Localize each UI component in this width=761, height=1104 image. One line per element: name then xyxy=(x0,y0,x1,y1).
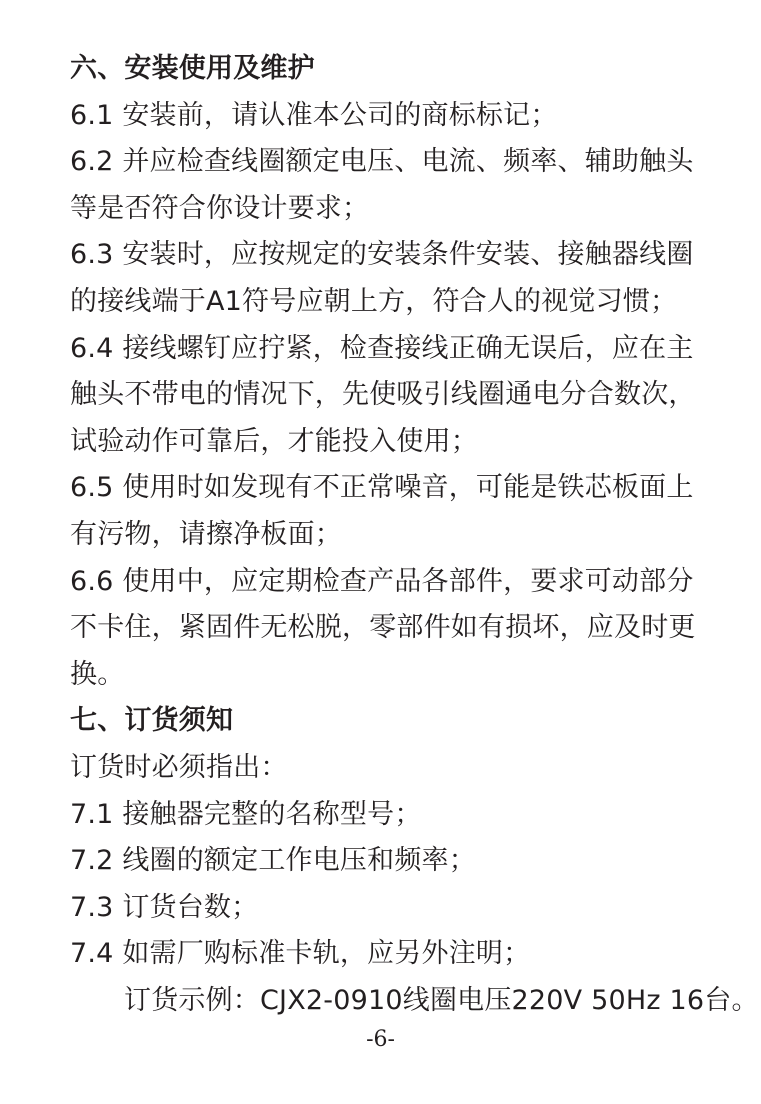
text-line: 不卡住，紧固件无松脱，零部件如有损坏，应及时更 xyxy=(70,612,696,644)
text-line: 6.1 安装前，请认准本公司的商标标记； xyxy=(70,99,558,131)
text-line: 6.6 使用中，应定期检查产品各部件，要求可动部分 xyxy=(70,565,694,597)
order-example: 订货示例：CJX2-0910线圈电压220V 50Hz 16台。 xyxy=(124,984,759,1016)
text-line: 7.4 如需厂购标准卡轨，应另外注明； xyxy=(70,938,531,970)
text-line: 7.3 订货台数； xyxy=(70,891,259,923)
text-line: 有污物，请擦净板面； xyxy=(70,518,342,550)
text-line: 6.2 并应检查线圈额定电压、电流、频率、辅助触头 xyxy=(70,146,694,178)
text-line: 6.3 安装时，应按规定的安装条件安装、接触器线圈 xyxy=(70,239,694,271)
section-heading-ordering: 七、订货须知 xyxy=(70,705,234,737)
text-line: 7.1 接触器完整的名称型号； xyxy=(70,798,422,830)
document-page xyxy=(70,46,759,1024)
text-line: 订货时必须指出： xyxy=(70,751,288,783)
text-line: 试验动作可靠后，才能投入使用； xyxy=(70,425,478,457)
text-line: 换。 xyxy=(70,658,125,690)
text-line: 6.4 接线螺钉应拧紧，检查接线正确无误后，应在主 xyxy=(70,332,694,364)
text-line: 6.5 使用时如发现有不正常噪音，可能是铁芯板面上 xyxy=(70,472,694,504)
text-line: 的接线端于A1符号应朝上方，符合人的视觉习惯； xyxy=(70,285,678,317)
text-line: 等是否符合你设计要求； xyxy=(70,192,370,224)
section-heading-installation: 六、安装使用及维护 xyxy=(70,53,315,84)
page-number: -6- xyxy=(366,1027,395,1052)
text-line: 触头不带电的情况下，先使吸引线圈通电分合数次， xyxy=(70,379,696,411)
text-line: 7.2 线圈的额定工作电压和频率； xyxy=(70,845,476,877)
